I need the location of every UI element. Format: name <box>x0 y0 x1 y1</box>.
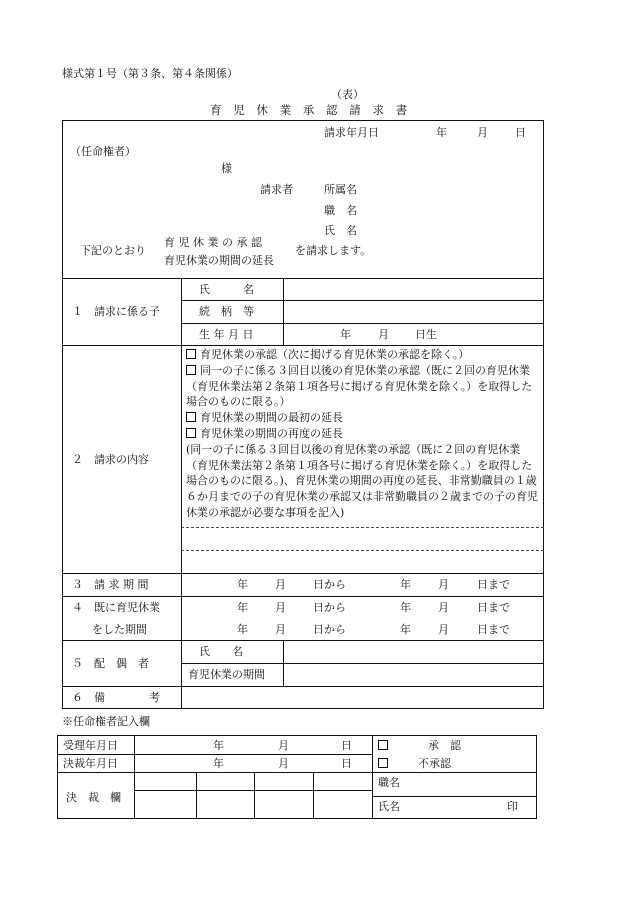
office-name-label: 氏名 <box>378 800 400 813</box>
content-item-second-extension[interactable]: 育児休業の期間の再度の延長 <box>186 426 542 442</box>
office-use-table <box>57 735 537 819</box>
approve-option[interactable] <box>378 740 392 751</box>
prev2-end-month: 月 <box>438 623 449 636</box>
section6-label: ６ 備 考 <box>72 691 160 704</box>
content-item-approval[interactable]: 育児休業の承認（次に掲げる育児休業の承認を除く。） <box>186 347 542 363</box>
spouse-period-label: 育児休業の期間 <box>188 668 265 681</box>
form-number: 様式第１号（第３条、第４条関係） <box>62 67 238 80</box>
prev1-start-month: 月 <box>275 601 286 614</box>
seal-label: 印 <box>507 800 518 813</box>
prev2-end-year: 年 <box>400 623 411 636</box>
child-birth-label: 生 年 月 日 <box>199 328 254 341</box>
period-start-year: 年 <box>237 578 248 591</box>
prev1-end-month: 月 <box>438 601 449 614</box>
checkbox-icon[interactable] <box>378 758 388 768</box>
prev2-end-day: 日まで <box>477 623 510 636</box>
decided-year: 年 <box>213 757 224 770</box>
approve-label: 承 認 <box>428 739 461 752</box>
intro-text: 下記のとおり <box>80 244 146 257</box>
birth-year: 年 <box>340 328 351 341</box>
content-item-first-extension[interactable]: 育児休業の期間の最初の延長 <box>186 410 542 426</box>
section5-label: ５ 配 偶 者 <box>72 657 149 670</box>
prev2-start-year: 年 <box>237 623 248 636</box>
checkbox-icon[interactable] <box>186 412 196 422</box>
birth-day: 日生 <box>415 328 437 341</box>
section1-label: １ 請求に係る子 <box>72 305 160 318</box>
received-date-label: 受理年月日 <box>63 739 118 752</box>
received-month: 月 <box>278 739 289 752</box>
request-date-label: 請求年月日 <box>324 126 379 139</box>
decided-date-label: 決裁年月日 <box>63 757 118 770</box>
period-start-day: 日から <box>313 578 346 591</box>
office-position-label: 職名 <box>378 776 400 789</box>
period-end-year: 年 <box>400 578 411 591</box>
reject-label: 不承認 <box>418 757 451 770</box>
checkbox-icon[interactable] <box>378 740 388 750</box>
period-start-month: 月 <box>275 578 286 591</box>
request-date-day: 日 <box>515 126 526 139</box>
prev1-end-day: 日まで <box>477 601 510 614</box>
option-extension: 育児休業の期間の延長 <box>164 254 274 267</box>
checkbox-icon[interactable] <box>186 349 196 359</box>
section4-label: ４ 既に育児休業 <box>72 601 160 614</box>
dept-label: 所属名 <box>324 183 357 196</box>
prev2-start-day: 日から <box>313 623 346 636</box>
prev1-start-day: 日から <box>313 601 346 614</box>
period-end-day: 日まで <box>477 578 510 591</box>
page-title: 育 児 休 業 承 認 請 求 書 <box>210 103 412 117</box>
child-relation-label: 続 柄 等 <box>199 305 254 318</box>
child-name-label: 氏 名 <box>199 283 254 296</box>
decided-month: 月 <box>278 757 289 770</box>
birth-month: 月 <box>378 328 389 341</box>
reject-option[interactable] <box>378 758 392 769</box>
office-use-title: ※任命権者記入欄 <box>62 715 150 728</box>
request-content-list <box>186 347 542 521</box>
prev2-start-month: 月 <box>275 623 286 636</box>
spouse-name-label: 氏 名 <box>199 645 243 658</box>
form-side: （表） <box>331 88 364 101</box>
section4-label-2: をした期間 <box>92 623 147 636</box>
checkbox-icon[interactable] <box>186 365 196 375</box>
kessai-label: 決 裁 欄 <box>66 791 121 804</box>
section3-label: ３ 請 求 期 間 <box>72 578 149 591</box>
received-day: 日 <box>341 739 352 752</box>
content-item-third-approval[interactable]: 同一の子に係る３回目以後の育児休業の承認（既に２回の育児休業（育児休業法第２条第１項各号に掲げる育児休業を除く。）を取得した場合のものに限る。） <box>186 363 533 409</box>
prev1-start-year: 年 <box>237 601 248 614</box>
appointer-label: （任命権者） <box>70 145 136 158</box>
checkbox-icon[interactable] <box>186 428 196 438</box>
position-label: 職 名 <box>324 204 357 217</box>
name-label: 氏 名 <box>324 224 357 237</box>
period-end-month: 月 <box>438 578 449 591</box>
decided-day: 日 <box>341 757 352 770</box>
prev1-end-year: 年 <box>400 601 411 614</box>
requester-label: 請求者 <box>260 183 293 196</box>
request-date-month: 月 <box>477 126 488 139</box>
request-date-year: 年 <box>436 126 447 139</box>
content-note: (同一の子に係る３回目以後の育児休業の承認（既に２回の育児休業（育児休業法第２条第１項各号に掲げる育児休業を除く。）を取得した場合のものに限る。)、育児休業の期間の再度の延長、非常勤職員の１歳６か月までの子の育児休業の承認又は非常勤職員の２歳までの子の育児休業の承認が必要な事項を記入) <box>186 442 538 519</box>
sama-label: 様 <box>221 162 232 175</box>
request-suffix: を請求します。 <box>295 244 372 257</box>
option-approval: 育 児 休 業 の 承 認 <box>164 236 262 249</box>
received-year: 年 <box>213 739 224 752</box>
section2-label: ２ 請求の内容 <box>72 453 149 466</box>
